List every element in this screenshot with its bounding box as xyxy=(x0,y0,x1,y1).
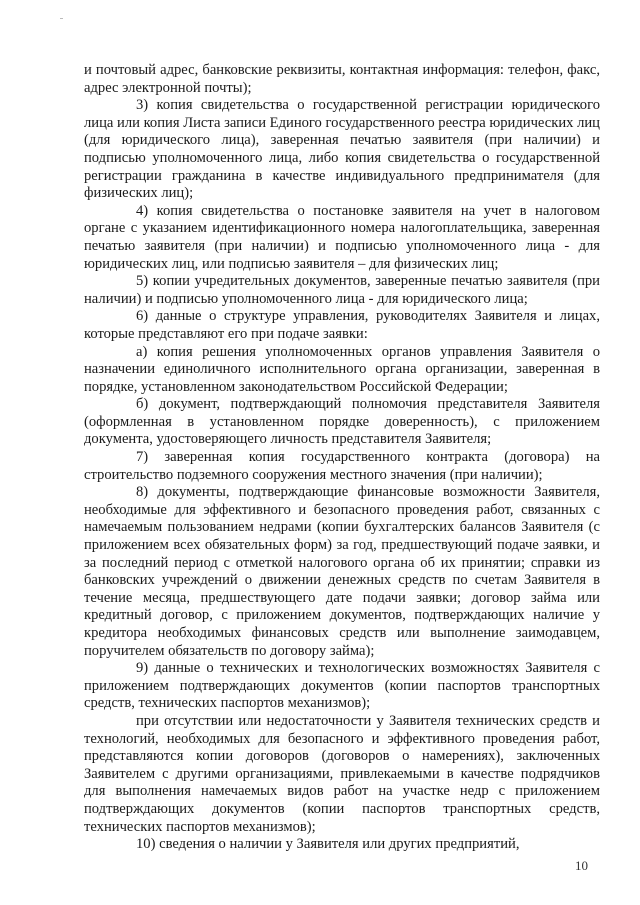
paragraph-item-6a: а) копия решения уполномоченных органов управления Заявителя о назначении единоличного исполнительного органа организации, заверенная в порядке, установленном законодательством Российской Федерации; xyxy=(84,343,600,395)
paragraph-no-equipment: при отсутствии или недостаточности у Заявителя технических средств и технологий, необходимых для безопасного и эффективного проведения работ, представляются копии договоров (договоров о намерениях), заключенных Заявителем с другими организациями, привлекаемыми в качестве подрядчиков для выполнения намечаемых видов работ на участке недр с приложением подтверждающих документов (копии паспортов транспортных средств, технических паспортов механизмов); xyxy=(84,712,600,835)
paragraph-item-4: 4) копия свидетельства о постановке заявителя на учет в налоговом органе с указанием идентификационного номера налогоплательщика, заверенная печатью заявителя (при наличии) и подписью уполномоченного лица - для юридических лиц, или подписью заявителя – для физических лиц; xyxy=(84,202,600,272)
page-number: 10 xyxy=(575,858,588,873)
paragraph-item-9: 9) данные о технических и технологических возможностях Заявителя с приложением подтверждающих документов (копии паспортов транспортных средств, технических паспортов механизмов); xyxy=(84,660,600,712)
paragraph-item-10: 10) сведения о наличии у Заявителя или других предприятий, xyxy=(136,836,520,853)
scan-artifact xyxy=(60,18,63,19)
paragraph-contact-info: и почтовый адрес, банковские реквизиты, контактная информация: телефон, факс, адрес электронной почты); xyxy=(84,62,600,96)
paragraph-item-5: 5) копии учредительных документов, заверенные печатью заявителя (при наличии) и подписью уполномоченного лица - для юридического лица; xyxy=(84,273,600,307)
paragraph-item-8: 8) документы, подтверждающие финансовые возможности Заявителя, необходимые для эффективного и безопасного проведения работ, связанных с намечаемым пользованием недрами (копии бухгалтерских балансов Заявителя (с приложением всех обязательных форм) за год, предшествующий подаче заявки, и за последний период с отметкой налогового органа об их принятии; справки из банковских учреждений о движении денежных средств по счетам Заявителя в течение месяца, предшествующего дате подачи заявки; договор займа или кредитный договор, с приложением документов, подтверждающих наличие у кредитора необходимых финансовых средств или выполнение заимодавцем, поручителем обязательств по договору займа); xyxy=(84,484,600,659)
paragraph-item-6b: б) документ, подтверждающий полномочия представителя Заявителя (оформленная в установленном порядке доверенность), с приложением документа, удостоверяющего личность представителя Заявителя; xyxy=(84,396,600,448)
document-body xyxy=(84,62,600,854)
paragraph-item-3: 3) копия свидетельства о государственной регистрации юридического лица или копия Листа записи Единого государственного реестра юридических лиц (для юридического лица), заверенная печатью заявителя (при наличии) и подписью уполномоченного лица, либо копия свидетельства о государственной регистрации гражданина в качестве индивидуального предпринимателя (для физических лиц); xyxy=(84,97,600,202)
paragraph-item-6: 6) данные о структуре управления, руководителях Заявителя и лицах, которые представляют его при подаче заявки: xyxy=(84,308,600,342)
paragraph-item-7: 7) заверенная копия государственного контракта (договора) на строительство подземного сооружения местного значения (при наличии); xyxy=(84,449,600,483)
